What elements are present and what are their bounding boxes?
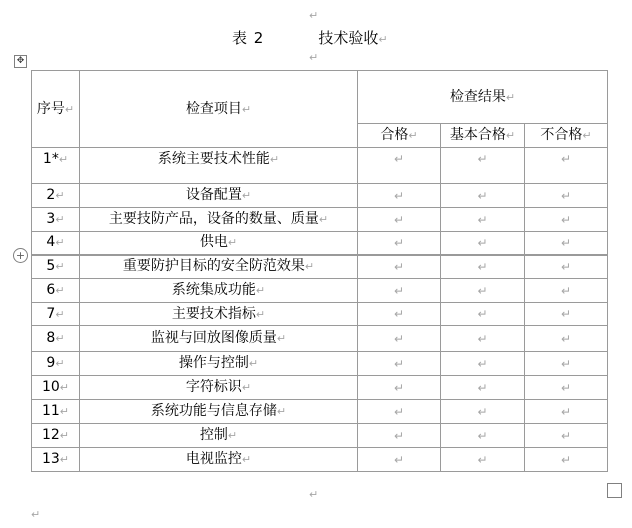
seq-cell[interactable]	[32, 352, 80, 376]
paragraph-mark: ↵	[393, 307, 405, 321]
paragraph-mark: ↵	[241, 381, 252, 394]
seq-cell-text: 3	[46, 211, 56, 227]
paragraph-mark: ↵	[560, 235, 572, 250]
paragraph-mark: ↵	[477, 212, 488, 227]
seq-cell-text: 8	[46, 330, 56, 346]
table-row	[32, 184, 608, 208]
paragraph-mark: ↵	[393, 404, 405, 419]
paragraph-mark: ↵	[393, 452, 405, 467]
item-cell[interactable]	[80, 208, 358, 232]
paragraph-mark: ↵	[304, 260, 315, 274]
seq-cell-text: 12	[41, 427, 60, 443]
basic-pass-cell[interactable]	[441, 232, 525, 255]
table-row	[32, 424, 608, 448]
item-cell[interactable]	[80, 376, 358, 400]
item-cell[interactable]	[80, 232, 358, 255]
pass-cell[interactable]	[358, 376, 441, 400]
header-seq: 序号↵	[32, 71, 80, 148]
item-cell-text: 主要技术指标	[171, 305, 256, 322]
seq-cell[interactable]	[32, 376, 80, 400]
table-resize-handle-icon[interactable]	[607, 483, 622, 498]
pass-cell[interactable]	[358, 279, 441, 303]
item-cell-text: 控制	[199, 427, 228, 443]
paragraph-mark: ↵	[58, 153, 69, 166]
basic-pass-cell[interactable]	[441, 352, 525, 376]
basic-pass-cell[interactable]	[441, 279, 525, 303]
seq-cell[interactable]	[32, 232, 80, 255]
basic-pass-cell[interactable]	[441, 400, 525, 424]
item-cell[interactable]	[80, 255, 358, 279]
seq-cell[interactable]	[32, 255, 80, 279]
item-cell-text: 系统集成功能	[171, 282, 256, 298]
paragraph-mark: ↵	[477, 356, 488, 371]
seq-cell[interactable]	[32, 148, 80, 184]
acceptance-table	[31, 70, 608, 472]
seq-cell-text: 6	[46, 282, 56, 298]
seq-cell-text: 4	[46, 234, 56, 251]
paragraph-mark: ↵	[560, 152, 572, 166]
item-cell[interactable]	[80, 326, 358, 352]
caption-label: 表 2	[232, 29, 265, 47]
item-cell-text: 主要技防产品，设备的数量、质量	[108, 211, 319, 227]
fail-cell[interactable]	[525, 448, 608, 472]
paragraph-mark: ↵	[560, 307, 572, 321]
table-row	[32, 400, 608, 424]
paragraph-mark: ↵	[55, 284, 65, 297]
table-row	[32, 303, 608, 326]
seq-cell-text: 13	[41, 451, 60, 467]
paragraph-mark: ↵	[477, 307, 488, 321]
paragraph-mark: ↵	[241, 453, 252, 466]
table-row	[32, 208, 608, 232]
fail-cell[interactable]	[525, 424, 608, 448]
fail-cell[interactable]	[525, 208, 608, 232]
fail-cell[interactable]	[525, 352, 608, 376]
paragraph-mark: ↵	[393, 212, 405, 227]
paragraph-mark: ↵	[55, 260, 65, 274]
paragraph-mark: ↵	[241, 189, 252, 202]
pass-cell[interactable]	[358, 184, 441, 208]
header-row	[32, 71, 608, 124]
paragraph-mark: ↵	[477, 452, 488, 467]
seq-cell-text: 5	[46, 258, 56, 275]
table-caption	[232, 27, 388, 48]
paragraph-mark: ↵	[560, 380, 572, 395]
paragraph-mark: ↵	[309, 488, 319, 501]
seq-cell-text: 11	[41, 403, 60, 419]
pass-cell[interactable]	[358, 448, 441, 472]
paragraph-mark: ↵	[309, 51, 319, 64]
item-cell[interactable]	[80, 184, 358, 208]
table-row	[32, 279, 608, 303]
paragraph-mark: ↵	[393, 283, 405, 298]
basic-pass-cell[interactable]	[441, 424, 525, 448]
table-row	[32, 255, 608, 279]
paragraph-mark: ↵	[560, 428, 572, 443]
paragraph-mark: ↵	[227, 236, 238, 250]
paragraph-mark: ↵	[276, 405, 287, 418]
paragraph-mark: ↵	[276, 332, 287, 345]
paragraph-mark: ↵	[477, 380, 488, 395]
pass-cell[interactable]	[358, 326, 441, 352]
paragraph-mark: ↵	[255, 307, 266, 321]
header-pass: 合格↵	[358, 124, 441, 148]
item-cell[interactable]	[80, 448, 358, 472]
pass-cell[interactable]	[358, 424, 441, 448]
paragraph-mark: ↵	[255, 284, 266, 297]
paragraph-mark: ↵	[393, 428, 405, 443]
paragraph-mark: ↵	[393, 188, 405, 203]
item-cell-text: 系统功能与信息存储	[150, 403, 277, 419]
paragraph-mark: ↵	[55, 236, 65, 250]
paragraph-mark: ↵	[477, 428, 488, 443]
paragraph-mark: ↵	[31, 508, 41, 521]
paragraph-mark: ↵	[393, 380, 405, 395]
paragraph-mark: ↵	[55, 332, 65, 345]
paragraph-mark: ↵	[55, 357, 65, 370]
paragraph-mark: ↵	[477, 259, 488, 274]
basic-pass-cell[interactable]	[441, 326, 525, 352]
seq-cell-text: 10	[41, 379, 60, 395]
paragraph-mark: ↵	[393, 152, 405, 166]
seq-cell[interactable]	[32, 400, 80, 424]
seq-cell[interactable]	[32, 184, 80, 208]
fail-cell[interactable]	[525, 303, 608, 326]
pass-cell[interactable]	[358, 400, 441, 424]
pass-cell[interactable]	[358, 255, 441, 279]
paragraph-mark: ↵	[477, 152, 488, 166]
caption-text: 技术验收	[318, 29, 379, 47]
paragraph-mark: ↵	[248, 357, 259, 370]
paragraph-mark: ↵	[393, 235, 405, 250]
basic-pass-cell[interactable]	[441, 255, 525, 279]
paragraph-mark: ↵	[560, 259, 572, 274]
item-cell[interactable]	[80, 400, 358, 424]
basic-pass-cell[interactable]	[441, 208, 525, 232]
paragraph-mark: ↵	[560, 356, 572, 371]
paragraph-mark: ↵	[560, 331, 572, 346]
table-row	[32, 376, 608, 400]
paragraph-mark: ↵	[477, 283, 488, 298]
item-cell-text: 系统主要技术性能	[157, 151, 270, 167]
item-cell-text: 字符标识	[185, 379, 242, 395]
pass-cell[interactable]	[358, 148, 441, 184]
paragraph-mark: ↵	[560, 452, 572, 467]
paragraph-mark: ↵	[55, 213, 65, 226]
item-cell[interactable]	[80, 303, 358, 326]
paragraph-mark: ↵	[477, 331, 488, 346]
basic-pass-cell[interactable]	[441, 376, 525, 400]
fail-cell[interactable]	[525, 376, 608, 400]
paragraph-mark: ↵	[560, 188, 572, 203]
basic-pass-cell[interactable]	[441, 184, 525, 208]
paragraph-mark: ↵	[227, 429, 238, 442]
seq-cell[interactable]	[32, 424, 80, 448]
seq-cell[interactable]	[32, 279, 80, 303]
table-row	[32, 326, 608, 352]
item-cell-text: 设备配置	[185, 187, 242, 203]
item-cell[interactable]	[80, 148, 358, 184]
seq-cell[interactable]	[32, 208, 80, 232]
item-cell-text: 操作与控制	[178, 355, 249, 371]
basic-pass-cell[interactable]	[441, 303, 525, 326]
fail-cell[interactable]	[525, 184, 608, 208]
paragraph-mark: ↵	[378, 33, 388, 46]
seq-cell[interactable]	[32, 326, 80, 352]
fail-cell[interactable]	[525, 148, 608, 184]
header-item: 检查项目↵	[80, 71, 358, 148]
paragraph-mark: ↵	[55, 189, 65, 202]
insert-row-icon[interactable]: +	[13, 248, 28, 263]
item-cell-text: 供电	[199, 234, 228, 251]
paragraph-mark: ↵	[477, 404, 488, 419]
table-row	[32, 148, 608, 184]
item-cell-text: 监视与回放图像质量	[150, 330, 277, 346]
seq-cell-text: 7	[46, 305, 56, 322]
paragraph-mark: ↵	[560, 404, 572, 419]
paragraph-mark: ↵	[59, 453, 70, 466]
fail-cell[interactable]	[525, 255, 608, 279]
fail-cell[interactable]	[525, 232, 608, 255]
pass-cell[interactable]	[358, 232, 441, 255]
seq-cell-text: 9	[46, 355, 56, 371]
header-fail: 不合格↵	[525, 124, 608, 148]
paragraph-mark: ↵	[393, 356, 405, 371]
table-move-handle-icon[interactable]: ✥	[14, 55, 27, 68]
paragraph-mark: ↵	[560, 283, 572, 298]
seq-cell[interactable]	[32, 448, 80, 472]
table-row	[32, 352, 608, 376]
paragraph-mark: ↵	[477, 235, 488, 250]
paragraph-mark: ↵	[393, 259, 405, 274]
paragraph-mark: ↵	[59, 381, 70, 394]
table-row	[32, 232, 608, 255]
paragraph-mark: ↵	[59, 405, 70, 418]
fail-cell[interactable]	[525, 400, 608, 424]
item-cell-text: 重要防护目标的安全防范效果	[122, 258, 305, 275]
seq-cell[interactable]	[32, 303, 80, 326]
basic-pass-cell[interactable]	[441, 448, 525, 472]
paragraph-mark: ↵	[269, 153, 280, 166]
seq-cell-text: 2	[46, 187, 56, 203]
pass-cell[interactable]	[358, 303, 441, 326]
paragraph-mark: ↵	[59, 429, 70, 442]
table-row	[32, 448, 608, 472]
paragraph-mark: ↵	[55, 307, 65, 321]
paragraph-mark: ↵	[393, 331, 405, 346]
header-basic-pass: 基本合格↵	[441, 124, 525, 148]
paragraph-mark: ↵	[309, 9, 319, 22]
header-result: 检查结果↵	[358, 71, 608, 124]
paragraph-mark: ↵	[318, 213, 329, 226]
paragraph-mark: ↵	[560, 212, 572, 227]
item-cell[interactable]	[80, 352, 358, 376]
basic-pass-cell[interactable]	[441, 148, 525, 184]
fail-cell[interactable]	[525, 326, 608, 352]
fail-cell[interactable]	[525, 279, 608, 303]
item-cell-text: 电视监控	[185, 451, 242, 467]
pass-cell[interactable]	[358, 208, 441, 232]
seq-cell-text: 1*	[42, 151, 59, 167]
item-cell[interactable]	[80, 279, 358, 303]
item-cell[interactable]	[80, 424, 358, 448]
paragraph-mark: ↵	[477, 188, 488, 203]
pass-cell[interactable]	[358, 352, 441, 376]
